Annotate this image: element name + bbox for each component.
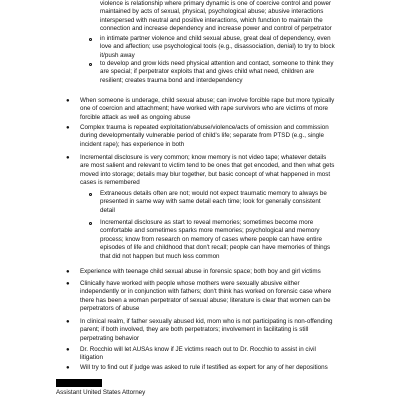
bullet-dot-icon: ● xyxy=(66,281,70,287)
note-line: perpetrating behavior xyxy=(80,334,140,342)
note-line: Incremental disclosure is very common; know memory is not video tape; whatever details xyxy=(80,154,327,161)
bullet-dot-icon: ● xyxy=(66,125,70,131)
note-line: are most salient and relevant to victim tend to be ones that get encoded, and then what gets xyxy=(80,162,335,170)
note-line: one of coercion and attachment; have worked with rape survivors who are victims of more xyxy=(80,105,329,113)
note-line: resilient; creates trauma bond and interdependency xyxy=(100,76,243,84)
bullet-circle-icon xyxy=(89,193,92,196)
bullet-dot-icon: ● xyxy=(66,269,70,275)
note-line: parent; if both involved, they are both perpetrators; involvement in facilitating is still xyxy=(80,326,309,334)
note-line: Complex trauma is repeated exploitation/abuse/violence/acts of omission and commission xyxy=(80,124,329,131)
bullet-dot-icon: ● xyxy=(66,155,70,161)
bullet-circle-icon xyxy=(89,63,92,66)
bullet-dot-icon: ● xyxy=(66,98,70,104)
note-line: there has been a woman perpetrator of sexual abuse; literature is clear that women can be xyxy=(80,296,331,304)
note-line: it/push away xyxy=(100,51,135,59)
note-line: moved into storage; details may blur together, but basic concept of what happened in most xyxy=(80,170,331,178)
note-line: Will try to find out if judge was asked to rule if testified as expert for any of her depositions xyxy=(80,364,328,371)
signature-title: Assistant United States Attorney xyxy=(56,389,146,396)
note-line: episodes of life and childhood that don't recall; people can have memories of things xyxy=(100,244,331,252)
note-line: that did not happen but much less common xyxy=(100,252,220,260)
note-line: cases is remembered xyxy=(80,179,140,187)
note-line: litigation xyxy=(80,354,103,362)
note-line: process; know from research on memory of cases where people can have entire xyxy=(100,235,322,243)
note-line: interspersed with neutral and positive interactions, which function to maintain the xyxy=(100,16,323,24)
note-line: perpetrators of abuse xyxy=(80,305,140,313)
note-line: Extraneous details often are not; would not expect traumatic memory to always be xyxy=(100,190,327,197)
note-line: Dr. Rocchio will let AUSAs know if JE victims reach out to Dr. Rocchio to assist in civil xyxy=(80,346,316,353)
bullet-dot-icon: ● xyxy=(66,365,70,371)
note-line: maintained by acts of sexual, physical, psychological abuse; abusive interactions xyxy=(100,8,324,16)
note-line: Incremental disclosure as start to reveal memories; sometimes become more xyxy=(100,219,314,226)
note-line: during developmentally vulnerable period of child's life; separate from PTSD (e.g., single xyxy=(80,132,325,140)
note-line: Clinically have worked with people whose mothers were sexually abusive either xyxy=(80,280,300,287)
note-line: in intimate partner violence and child sexual abuse, great deal of dependency, even xyxy=(100,35,331,42)
note-line: detail xyxy=(100,206,115,214)
note-line: Experience with teenage child sexual abuse in forensic space; both boy and girl victims xyxy=(80,268,321,275)
bullet-circle-icon xyxy=(89,222,92,225)
note-line: to develop and grow kids need physical attention and contact, someone to think they xyxy=(100,60,334,67)
bullet-circle-icon xyxy=(89,38,92,41)
note-line: love and affection; use psychological tools (e.g., disassociation, denial) to try to block xyxy=(100,43,335,51)
note-line: presented in same way with same detail each time; look for generally consistent xyxy=(100,198,321,206)
bullet-dot-icon: ● xyxy=(66,347,70,353)
redaction-block xyxy=(56,379,102,387)
bullet-dot-icon: ● xyxy=(66,319,70,325)
note-line: independently or in conjunction with fathers; don't think has worked on forensic case where xyxy=(80,288,332,296)
note-line: In clinical realm, if father sexually abused kid, mom who is not participating is non-offending xyxy=(80,318,333,325)
note-line: incident rape); has experience in both xyxy=(80,140,185,148)
note-line: connection and increase dependency and increase power and control of perpetrator xyxy=(100,25,332,33)
note-line: comfortable and sometimes sparks more memories; psychological and memory xyxy=(100,227,320,235)
note-line: When someone is underage, child sexual abuse; can involve forcible rape but more typically xyxy=(80,97,335,104)
note-line: are special; if perpetrator exploits that and gives child what need, children are xyxy=(100,68,315,76)
note-line: violence is relationship where primary dynamic is one of coercive control and power xyxy=(100,0,332,7)
note-line: forcible attack as well as ongoing abuse xyxy=(80,113,191,121)
